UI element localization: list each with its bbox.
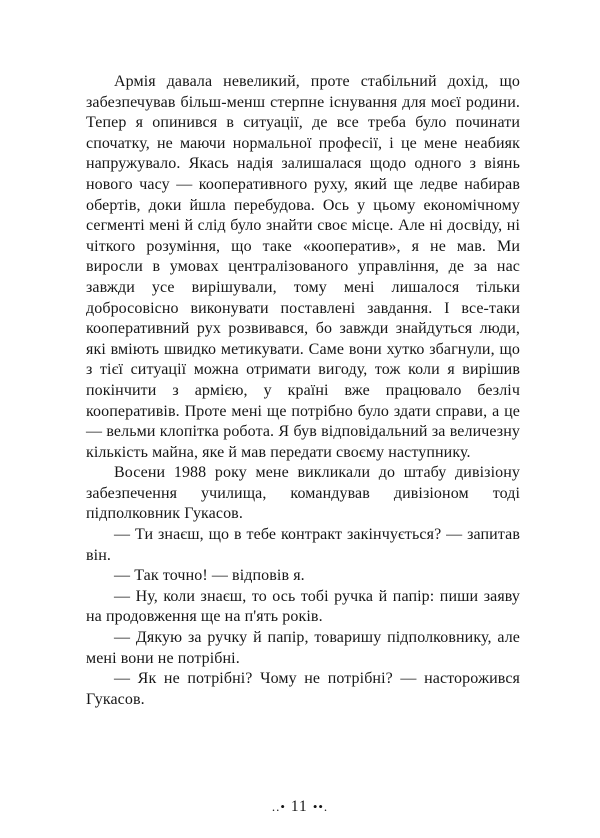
page-number: 11	[290, 798, 308, 815]
paragraph-dialogue: — Дякую за ручку й папір, товаришу підполковнику, але мені вони не потрібні.	[86, 629, 520, 667]
paragraph-body: Армія давала невеликий, проте стабільний дохід, що забезпечував більш-менш стерпне існування для моєї родини. Тепер я опинився в ситуації, де все треба було починати спочатку, не маючи нормальної професії, і це мене неабияк напружувало. Якась надія залишалася щодо одного з віянь нового часу — кооперативного руху, який ще ледве набирав обертів, доки йшла перебудова. Ось у цьому економічному сегменті мені й слід було знайти своє місце. Але ні досвіду, ні чіткого розуміння, що таке «кооператив», я не мав. Ми виросли в умовах централізованого управління, де за нас завжди усе вирішували, тому мені лишалося тільки добросовісно виконувати поставлені завдання. І все-таки кооперативний рух розвивався, бо завжди знайдуться люди, які вміють швидко метикувати. Саме вони хутко збагнули, що з тієї ситуації можна отримати вигоду, тож коли я вирішив покінчити з армією, у країні вже працювало безліч кооперативів. Проте мені ще потрібно було здати справи, а це — вельми клопітка робота. Я був відповідальний за величезну кількість майна, яке й мав передати своєму наступнику.	[86, 73, 520, 461]
text-block	[86, 72, 520, 710]
page-footer	[0, 798, 600, 816]
footer-ornament-right: ••.	[312, 799, 329, 814]
paragraph-dialogue: — Так точно! — відповів я.	[114, 567, 305, 585]
paragraph-dialogue: — Ти знаєш, що в тебе контракт закінчується? — запитав він.	[86, 526, 520, 564]
paragraph-dialogue: — Як не потрібні? Чому не потрібні? — насторожився Гукасов.	[86, 670, 520, 708]
paragraph-body: Восени 1988 року мене викликали до штабу дивізіону забезпечення училища, командував дивізіоном тоді підполковник Гукасов.	[86, 464, 520, 523]
paragraph-dialogue: — Ну, коли знаєш, то ось тобі ручка й папір: пиши заяву на продовження ще на п'ять років.	[86, 587, 520, 626]
footer-ornament-left: ..•	[271, 799, 286, 814]
